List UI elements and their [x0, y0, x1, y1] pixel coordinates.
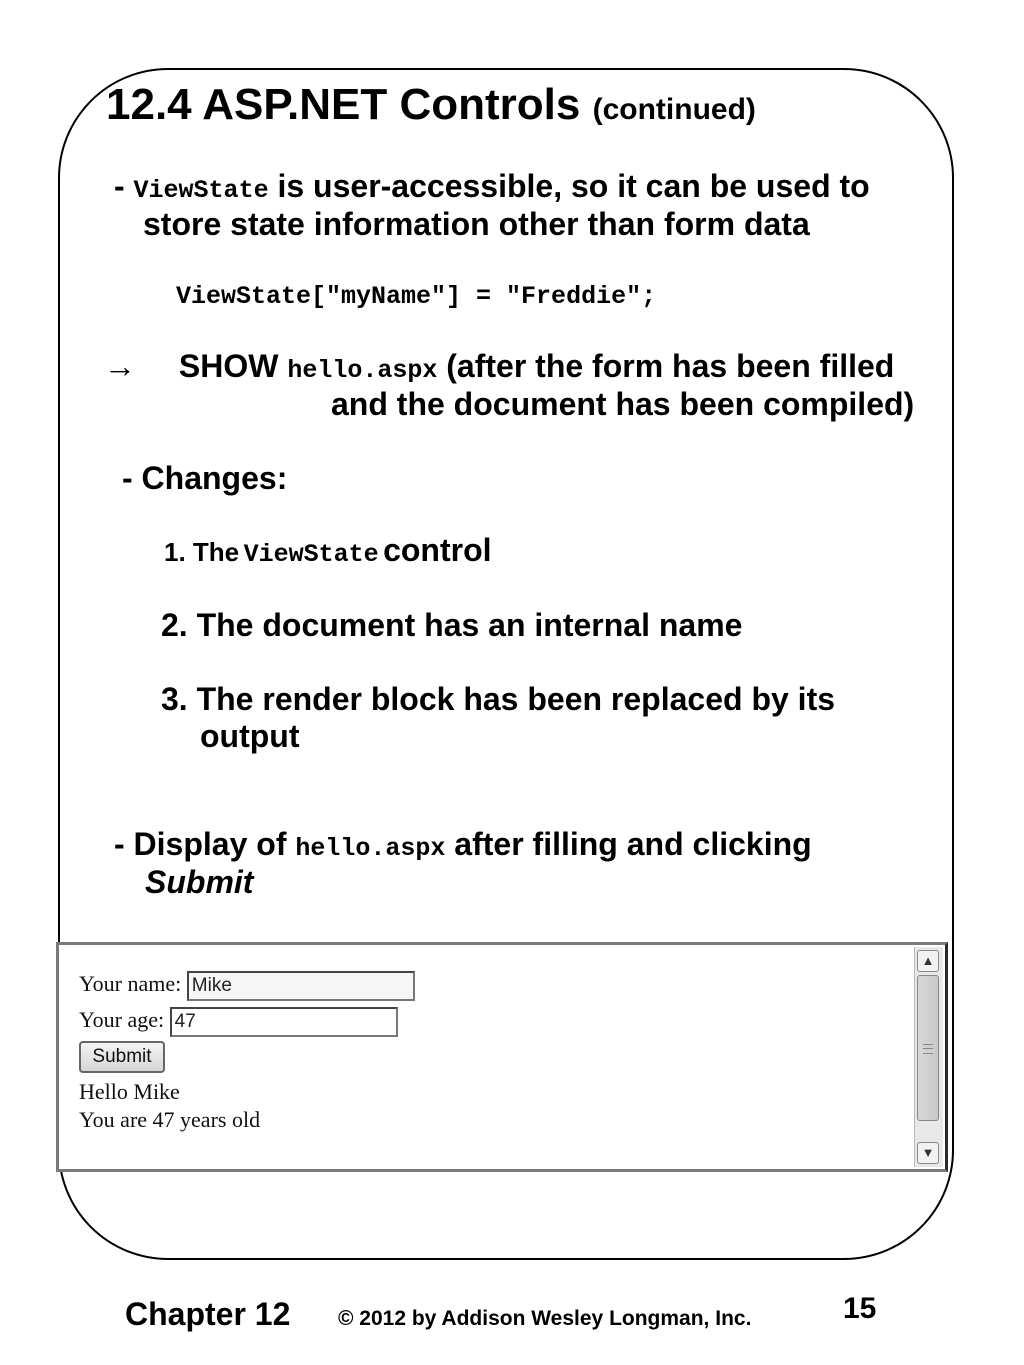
- slide-title: [106, 80, 756, 130]
- display-pre: - Display of: [114, 826, 287, 862]
- change-item-3-line1: 3. The render block has been replaced by its: [161, 681, 836, 717]
- title-main: 12.4 ASP.NET Controls: [106, 80, 581, 129]
- display-submit-italic: Submit: [145, 864, 254, 900]
- name-label: Your name:: [79, 971, 182, 997]
- right-arrow-icon: →: [104, 348, 136, 384]
- name-input[interactable]: [187, 971, 415, 1001]
- code-example: ViewState[″myName″] = ″Freddie″;: [176, 282, 657, 311]
- browser-screenshot: [56, 942, 948, 1172]
- change-item-2: 2. The document has an internal name: [161, 607, 743, 643]
- changes-heading: - Changes:: [122, 460, 288, 496]
- footer-copyright: © 2012 by Addison Wesley Longman, Inc.: [338, 1307, 752, 1330]
- bullet-viewstate-line1: [114, 168, 870, 205]
- change-item-1: [164, 532, 492, 569]
- footer-chapter: Chapter 12: [125, 1296, 291, 1332]
- show-line1: [104, 348, 894, 385]
- change-item-1-pre: 1. The: [164, 537, 240, 567]
- footer-page-number: 15: [843, 1292, 877, 1325]
- grip-icon: [923, 1044, 933, 1054]
- title-continued: (continued): [592, 93, 756, 126]
- change-item-1-post: control: [383, 532, 492, 568]
- age-output: You are 47 years old: [79, 1107, 261, 1132]
- display-code: hello.aspx: [295, 834, 446, 863]
- show-text-a: (after the form has been filled: [446, 348, 895, 384]
- bullet-viewstate-line2: store state information other than form data: [143, 206, 810, 242]
- change-item-3-line2: output: [200, 718, 300, 754]
- bullet-dash: -: [114, 168, 125, 204]
- display-post: after filling and clicking: [454, 826, 812, 862]
- age-row: [79, 1007, 398, 1037]
- code-viewstate: ViewState: [133, 176, 269, 205]
- name-row: [79, 971, 415, 1001]
- change-item-1-code: ViewState: [243, 540, 379, 569]
- show-label: SHOW: [178, 348, 279, 384]
- bullet-text-a: is user-accessible, so it can be used to: [268, 168, 870, 204]
- code-hello-aspx: hello.aspx: [287, 356, 438, 385]
- hello-output: Hello Mike: [79, 1079, 180, 1104]
- age-label: Your age:: [79, 1007, 165, 1033]
- scrollbar-thumb[interactable]: [917, 975, 939, 1121]
- submit-button[interactable]: Submit: [79, 1041, 165, 1073]
- vertical-scrollbar[interactable]: [914, 947, 943, 1167]
- age-input[interactable]: [170, 1007, 398, 1037]
- display-line1: [114, 826, 812, 863]
- show-line2: and the document has been compiled): [331, 386, 915, 422]
- chevron-up-icon[interactable]: ▲: [917, 950, 939, 972]
- chevron-down-icon[interactable]: ▼: [917, 1142, 939, 1164]
